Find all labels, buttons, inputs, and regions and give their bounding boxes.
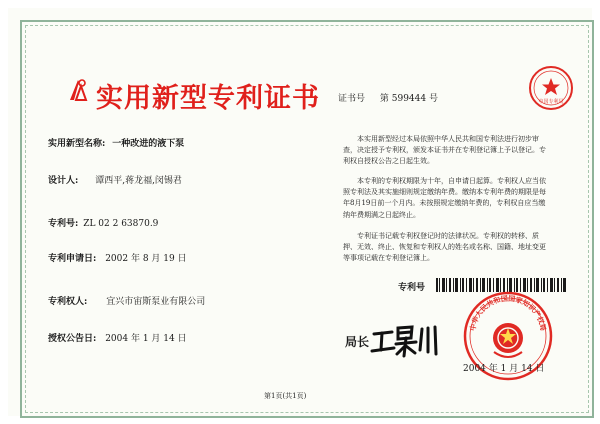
small-seal-icon — [528, 65, 574, 111]
field-grant-date — [48, 331, 187, 344]
field-value: 一种改进的液下泵 — [112, 139, 185, 149]
field-patentee — [48, 294, 205, 307]
certificate-number — [338, 91, 438, 104]
field-patent-number — [48, 216, 158, 229]
page-number: 第1页(共1页) — [264, 392, 307, 400]
field-value: 谭西平,蒋龙福,闵锡君 — [95, 176, 182, 186]
field-value: 2004 年 1 月 14 日 — [105, 334, 187, 344]
paragraph-term: 本专利的专利权期限为十年，自申请日起算。专利权人应当依照专利法及其实施细则规定缴纳年费。缴纳本专利年费的期限是每年8月19日前一个月内。未按照规定缴纳年费的，专利权自应当缴纳年费期满之日起终止。 — [343, 177, 546, 219]
certificate-number-label: 证书号 — [338, 94, 366, 104]
certificate-number-value: 第 599444 号 — [379, 94, 438, 104]
director-signature — [368, 320, 440, 360]
field-label: 专利权人: — [48, 297, 88, 307]
patent-office-logo-icon — [66, 76, 90, 104]
field-value: 宜兴市宙斯泵业有限公司 — [106, 297, 206, 307]
field-value: ZL 02 2 63870.9 — [83, 219, 159, 229]
field-label: 专利号: — [48, 219, 79, 229]
field-label: 专利申请日: — [48, 254, 97, 264]
svg-text:中华人民共和国国家知识产权局: 中华人民共和国国家知识产权局 — [469, 294, 547, 332]
field-label: 设计人: — [48, 176, 79, 186]
signing-date: 2004 年 1 月 14 日 — [463, 364, 545, 374]
paragraph-legal-status: 专利证书记载专利权登记时的法律状况。专利权的转移、质押、无效、终止、恢复和专利权人的姓名或名称、国籍、地址变更等事项记载在专利登记簿上。 — [343, 232, 546, 263]
paragraph-examination: 本实用新型经过本局依照中华人民共和国专利法进行初步审查，决定授予专利权，颁发本证书并在专利登记簿上予以登记。专利权自授权公告之日起生效。 — [343, 135, 546, 166]
field-designers — [48, 173, 182, 186]
field-label: 实用新型名称: — [48, 139, 106, 149]
field-utility-model-name — [48, 136, 184, 149]
certificate-title: 实用新型专利证书 — [96, 83, 320, 114]
field-value: 2002 年 8 月 19 日 — [105, 254, 187, 264]
director-label: 局长 — [345, 335, 370, 349]
svg-text:中国专利局: 中国专利局 — [538, 99, 564, 105]
field-application-date — [48, 251, 187, 264]
certificate — [8, 8, 592, 416]
field-label: 授权公告日: — [48, 334, 97, 344]
patent-number-label: 专利号 — [398, 283, 426, 293]
